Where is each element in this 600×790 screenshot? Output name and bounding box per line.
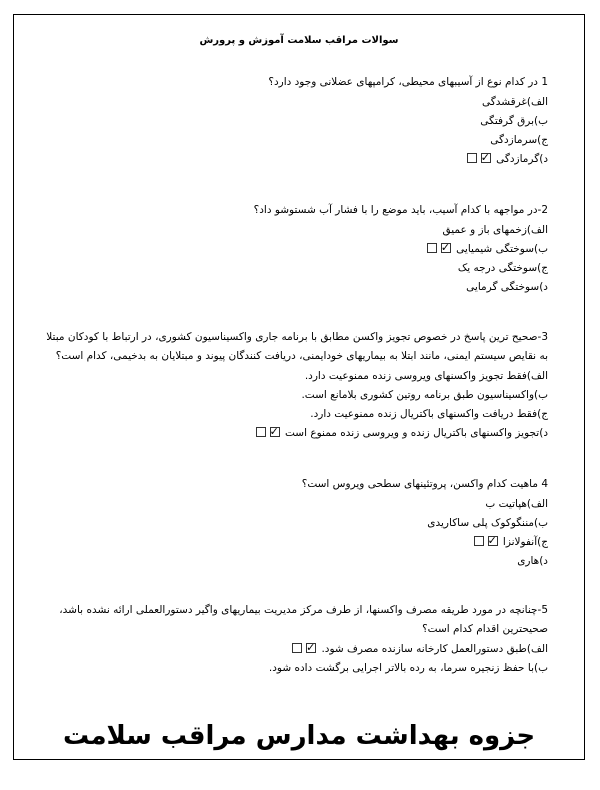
question-stem: 5-چنانچه در مورد طریقه مصرف واکسنها، از طرف مرکز مدیریت بیماریهای واگیر دستورالعملی ارائه نشده باشد، صحیحترین اقدام کدام است؟	[59, 604, 548, 635]
empty-box-icon	[474, 536, 484, 546]
question-3	[44, 328, 548, 443]
option: ب)واکسیناسیون طبق برنامه روتین کشوری بلامانع است.	[301, 389, 548, 401]
empty-box-icon	[256, 427, 266, 437]
empty-box-icon	[292, 643, 302, 653]
option: د)سوختگی گرمایی	[466, 281, 548, 293]
option: الف)غرقشدگی	[481, 96, 548, 108]
question-stem: 2-در مواجهه با کدام آسیب، باید موضع را با فشار آب شستوشو داد؟	[253, 204, 548, 216]
question-1	[44, 73, 548, 169]
option: الف)فقط تجویز واکسنهای ویروسی زنده ممنوعیت دارد.	[304, 370, 548, 382]
option: د)هاری	[517, 555, 548, 567]
question-5	[44, 601, 548, 678]
option: ب)مننگوکوک پلی ساکاریدی	[427, 517, 548, 529]
option-answer: د)تجویز واکسنهای باکتریال زنده و ویروسی زنده ممنوع است ✓	[44, 424, 548, 443]
page-title: سوالات مراقب سلامت آموزش و پرورش	[199, 35, 399, 46]
checked-box-icon	[270, 427, 280, 437]
question-stem: 3-صحیح ترین پاسخ در خصوص تجویز واکسن مطابق با برنامه جاری واکسیناسیون کشوری، در ارتباط با کودکان مبتلا به نقایص سیستم ایمنی، مانند ابتلا به بیماریهای خودایمنی، دریافت کنندگان پیوند و مبتلایان به بدخیمی، کدام است؟	[46, 331, 548, 362]
question-stem: 4 ماهیت کدام واکسن، پروتئینهای سطحی ویروس است؟	[301, 478, 548, 490]
question-2	[44, 201, 548, 297]
option-answer: ج)آنفولانزا ✓	[44, 533, 548, 552]
option: ب)با حفظ زنجیره سرما، به رده بالاتر اجرایی برگشت داده شود.	[268, 662, 548, 674]
question-stem: 1 در کدام نوع از آسیبهای محیطی، کرامپهای عضلانی وجود دارد؟	[268, 76, 548, 88]
empty-box-icon	[427, 243, 437, 253]
option: ج)سرمازدگی	[490, 134, 548, 146]
option: الف)هپاتیت ب	[485, 498, 548, 510]
option: ج)سوختگی درجه یک	[457, 262, 548, 274]
document-page	[13, 14, 585, 760]
option-answer: الف)طبق دستورالعمل کارخانه سازنده مصرف شود. ✓	[44, 640, 548, 659]
option-answer: د)گرمازدگی ✓	[44, 150, 548, 169]
footer-title: جزوه بهداشت مدارس مراقب سلامت	[62, 721, 536, 751]
checked-box-icon	[481, 153, 491, 163]
empty-box-icon	[467, 153, 477, 163]
option: ب)برق گرفتگی	[480, 115, 548, 127]
checked-box-icon	[441, 243, 451, 253]
option: ج)فقط دریافت واکسنهای باکتریال زنده ممنوعیت دارد.	[310, 408, 548, 420]
checked-box-icon	[488, 536, 498, 546]
option-answer: ب)سوختگی شیمیایی ✓	[44, 240, 548, 259]
option: الف)زخمهای باز و عمیق	[442, 224, 548, 236]
question-4	[44, 475, 548, 571]
checked-box-icon	[306, 643, 316, 653]
